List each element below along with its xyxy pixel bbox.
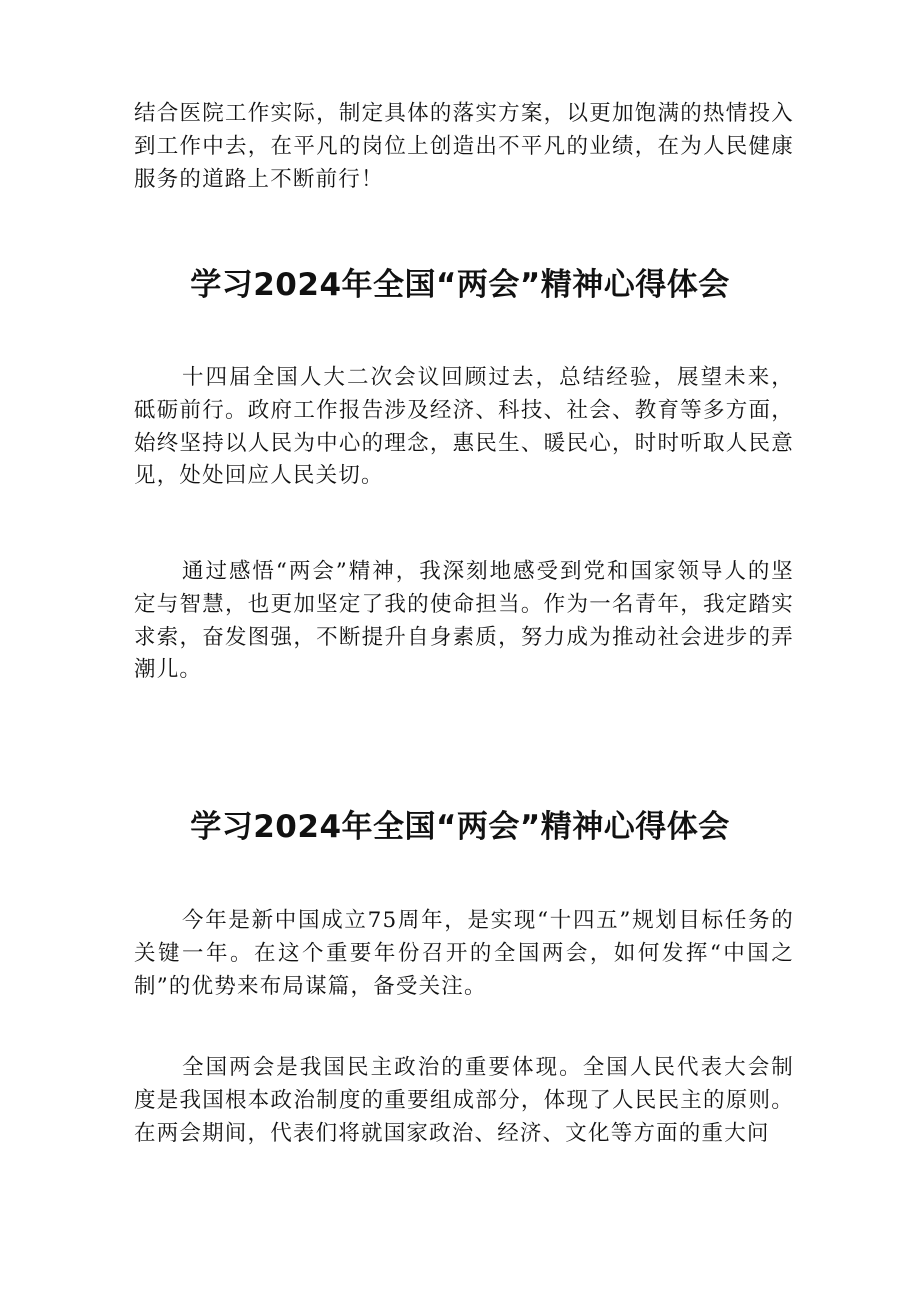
section-title-1: 学习2024年全国“两会”精神心得体会: [190, 267, 730, 303]
section2-paragraph-2: 全国两会是我国民主政治的重要体现。全国人民代表大会制度是我国根本政治制度的重要组成部分，体现了人民民主的原则。在两会期间，代表们将就国家政治、经济、文化等方面的重大问: [134, 1055, 794, 1146]
section1-paragraph-1: 十四届全国人大二次会议回顾过去，总结经验，展望未来，砥砺前行。政府工作报告涉及经济、科技、社会、教育等多方面，始终坚持以人民为中心的理念，惠民生、暖民心，时时听取人民意见，处处回应人民关切。: [134, 365, 794, 489]
section1-paragraph-2: 通过感悟“两会”精神，我深刻地感受到党和国家领导人的坚定与智慧，也更加坚定了我的使命担当。作为一名青年，我定踏实求索，奋发图强，不断提升自身素质，努力成为推动社会进步的弄潮儿。: [134, 559, 794, 683]
continuation-paragraph: 结合医院工作实际，制定具体的落实方案，以更加饱满的热情投入到工作中去，在平凡的岗位上创造出不平凡的业绩，在为人民健康服务的道路上不断前行！: [134, 101, 794, 192]
section-title-2: 学习2024年全国“两会”精神心得体会: [190, 809, 730, 845]
section2-paragraph-1: 今年是新中国成立75周年，是实现“十四五”规划目标任务的关键一年。在这个重要年份召开的全国两会，如何发挥“中国之制”的优势来布局谋篇，备受关注。: [134, 908, 794, 999]
